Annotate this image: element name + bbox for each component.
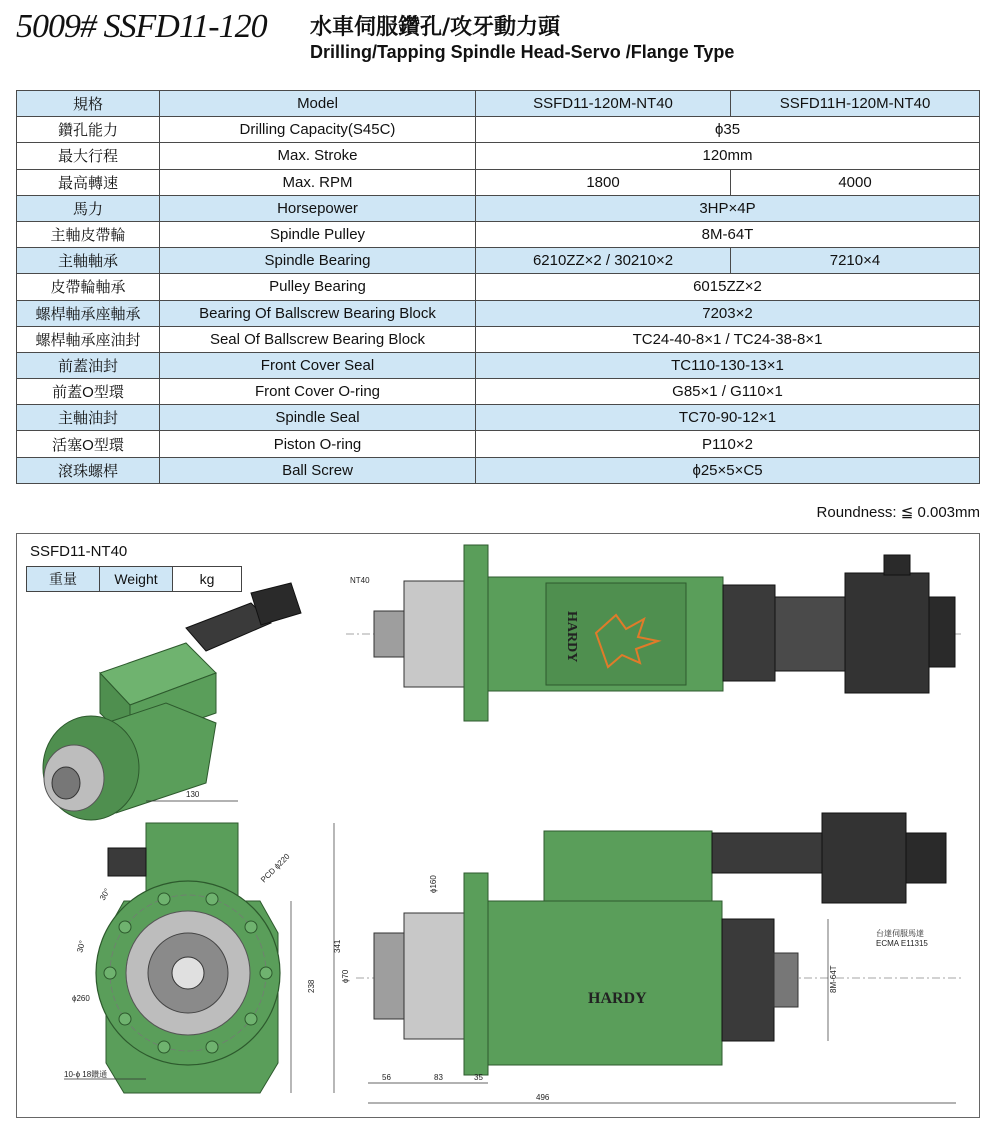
- row-label-en: Spindle Bearing: [160, 248, 476, 274]
- weight-label-en: Weight: [100, 567, 173, 592]
- dim-238: 238: [307, 979, 316, 993]
- holes-callout: 10-ϕ 18鑽通: [64, 1070, 108, 1079]
- table-row: [17, 300, 980, 326]
- row-value: ϕ25×5×C5: [476, 457, 980, 483]
- row-label-en: Front Cover Seal: [160, 352, 476, 378]
- spec-header-model-a: SSFD11-120M-NT40: [476, 91, 731, 117]
- side-spindle-nose: [374, 933, 404, 1019]
- top-pulley-housing: [723, 585, 775, 681]
- row-label-en: Ball Screw: [160, 457, 476, 483]
- row-label-en: Spindle Seal: [160, 405, 476, 431]
- row-value: 120mm: [476, 143, 980, 169]
- technical-drawing: [16, 533, 978, 1116]
- side-motor-adapter: [712, 833, 822, 873]
- row-label-zh: 主軸軸承: [17, 248, 160, 274]
- row-value-b: 7210×4: [731, 248, 980, 274]
- weight-label-zh: 重量: [27, 567, 100, 592]
- top-motor-connector: [884, 555, 910, 575]
- row-label-zh: 鑽孔能力: [17, 117, 160, 143]
- row-value: G85×1 / G110×1: [476, 379, 980, 405]
- row-value: 8M-64T: [476, 221, 980, 247]
- angle-30-lower: 30°: [75, 939, 88, 954]
- spec-header-model-b: SSFD11H-120M-NT40: [731, 91, 980, 117]
- row-value: 6015ZZ×2: [476, 274, 980, 300]
- top-spindle-nose: [374, 611, 404, 657]
- row-value: TC24-40-8×1 / TC24-38-8×1: [476, 326, 980, 352]
- row-label-en: Max. Stroke: [160, 143, 476, 169]
- dim-pcd-220: PCD ϕ220: [259, 851, 292, 885]
- table-row: [17, 431, 980, 457]
- row-value: 7203×2: [476, 300, 980, 326]
- row-label-zh: 馬力: [17, 195, 160, 221]
- top-view: [346, 545, 961, 721]
- dim-341: 341: [333, 939, 342, 953]
- table-row: [17, 352, 980, 378]
- side-body: [488, 901, 722, 1065]
- spec-header-row: [17, 91, 980, 117]
- table-row: [17, 379, 980, 405]
- top-adapter: [775, 597, 845, 671]
- dim-83: 83: [434, 1073, 443, 1082]
- dim-130: 130: [186, 790, 200, 799]
- row-label-en: Spindle Pulley: [160, 221, 476, 247]
- drawing-model-label: SSFD11-NT40: [30, 543, 128, 560]
- front-view: [64, 790, 342, 1093]
- row-value-b: 4000: [731, 169, 980, 195]
- row-value: P110×2: [476, 431, 980, 457]
- chinese-title: 水車伺服鑽孔/攻牙動力頭: [310, 15, 561, 40]
- row-label-zh: 前蓋O型環: [17, 379, 160, 405]
- roundness-note: Roundness: ≦ 0.003mm: [816, 504, 980, 521]
- weight-unit: kg: [173, 567, 242, 592]
- row-value-a: 6210ZZ×2 / 30210×2: [476, 248, 731, 274]
- side-view: [341, 813, 961, 1103]
- table-row: [17, 195, 980, 221]
- table-row: [17, 274, 980, 300]
- spec-header-zh: 規格: [17, 91, 160, 117]
- row-value: TC110-130-13×1: [476, 352, 980, 378]
- table-row: [17, 248, 980, 274]
- table-row: [17, 221, 980, 247]
- dim-phi-160: ϕ160: [429, 875, 438, 893]
- front-connector: [108, 848, 146, 876]
- row-label-zh: 主軸皮帶輪: [17, 221, 160, 247]
- row-label-zh: 螺桿軸承座油封: [17, 326, 160, 352]
- english-title: Drilling/Tapping Spindle Head-Servo /Flange Type: [310, 42, 735, 62]
- table-row: [17, 117, 980, 143]
- table-row: [17, 405, 980, 431]
- table-row: [17, 143, 980, 169]
- top-flange: [464, 545, 488, 721]
- table-row: [17, 169, 980, 195]
- row-label-en: Drilling Capacity(S45C): [160, 117, 476, 143]
- belt-8m-64t: 8M-64T: [829, 965, 838, 993]
- motor-note-model: ECMA E11315: [876, 939, 928, 948]
- side-pulley: [722, 919, 774, 1041]
- row-value: ϕ35: [476, 117, 980, 143]
- motor-note-zh: 台達伺服馬達: [876, 929, 924, 938]
- iso-spindle-tip: [52, 767, 80, 799]
- row-value: TC70-90-12×1: [476, 405, 980, 431]
- side-servo-motor: [822, 813, 906, 903]
- row-label-zh: 最大行程: [17, 143, 160, 169]
- dim-35: 35: [474, 1073, 483, 1082]
- row-label-zh: 最高轉速: [17, 169, 160, 195]
- dim-phi-70: ϕ70: [341, 969, 350, 983]
- front-spindle-center: [172, 957, 204, 989]
- row-label-zh: 主軸油封: [17, 405, 160, 431]
- side-gearbox: [544, 831, 712, 901]
- spec-header-model: Model: [160, 91, 476, 117]
- angle-30-upper: 30°: [97, 887, 112, 902]
- spec-table: [16, 90, 980, 484]
- side-ballscrew-end: [774, 953, 798, 1007]
- side-flange: [464, 873, 488, 1075]
- row-label-en: Piston O-ring: [160, 431, 476, 457]
- row-label-en: Bearing Of Ballscrew Bearing Block: [160, 300, 476, 326]
- isometric-view: [43, 583, 301, 820]
- row-label-zh: 皮帶輪軸承: [17, 274, 160, 300]
- row-label-en: Pulley Bearing: [160, 274, 476, 300]
- top-servo-motor: [845, 573, 929, 693]
- top-motor-tail: [929, 597, 955, 667]
- top-hardy-logo-text: HARDY: [564, 611, 579, 663]
- side-hardy-logo-text: HARDY: [588, 990, 647, 1007]
- side-motor-tail: [906, 833, 946, 883]
- row-label-en: Seal Of Ballscrew Bearing Block: [160, 326, 476, 352]
- dim-phi-260: ϕ260: [72, 994, 90, 1003]
- dim-496: 496: [536, 1093, 550, 1102]
- model-code-title: 5009# SSFD11-120: [16, 8, 267, 45]
- table-row: [17, 326, 980, 352]
- row-label-en: Max. RPM: [160, 169, 476, 195]
- top-front-cover: [404, 581, 464, 687]
- row-label-zh: 前蓋油封: [17, 352, 160, 378]
- row-label-en: Front Cover O-ring: [160, 379, 476, 405]
- row-label-en: Horsepower: [160, 195, 476, 221]
- row-value-a: 1800: [476, 169, 731, 195]
- row-label-zh: 螺桿軸承座軸承: [17, 300, 160, 326]
- dim-56: 56: [382, 1073, 391, 1082]
- side-front-cover: [404, 913, 464, 1039]
- table-row: [17, 457, 980, 483]
- row-label-zh: 滾珠螺桿: [17, 457, 160, 483]
- nt40-label: NT40: [350, 576, 370, 585]
- row-value: 3HP×4P: [476, 195, 980, 221]
- row-label-zh: 活塞O型環: [17, 431, 160, 457]
